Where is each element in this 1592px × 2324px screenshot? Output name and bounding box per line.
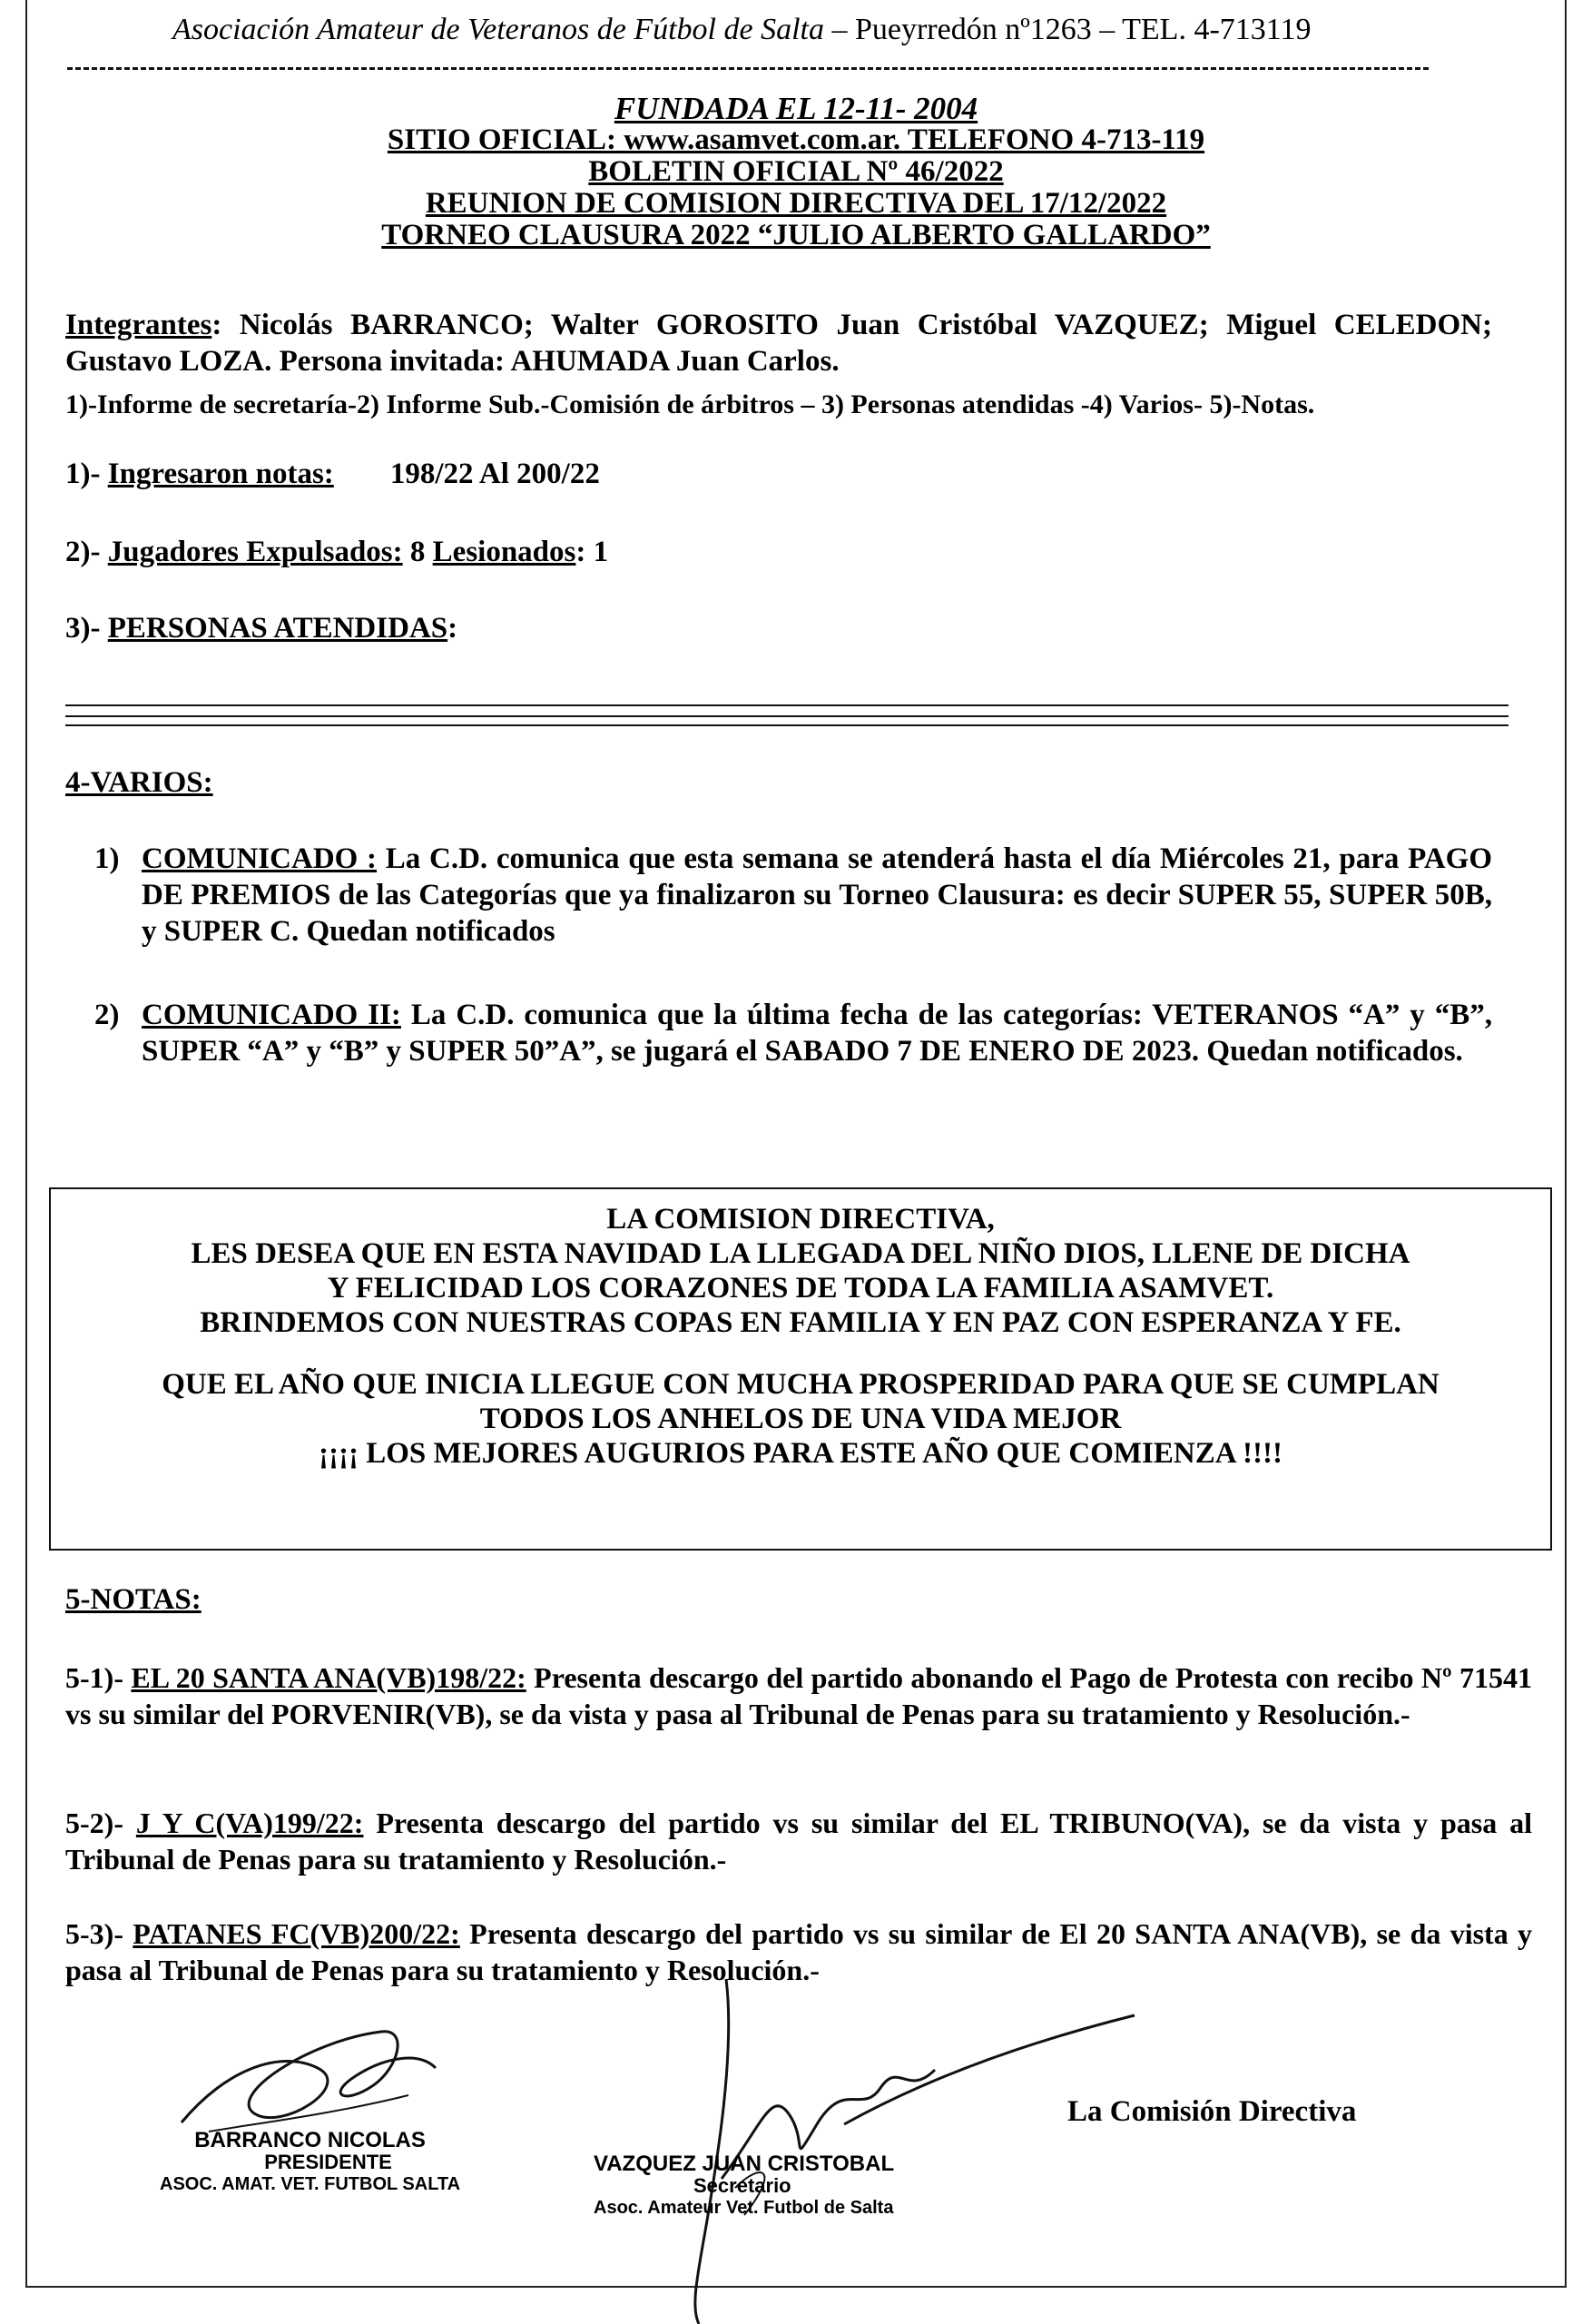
title-block [0, 93, 1592, 251]
tournament-name: TORNEO CLAUSURA 2022 “JULIO ALBERTO GALLARDO” [381, 219, 1211, 251]
association-address: – Pueyrredón nº1263 – TEL. 4-713119 [823, 13, 1312, 46]
greeting-line-4: BRINDEMOS CON NUESTRAS COPAS EN FAMILIA Y EN PAZ CON ESPERANZA Y FE. [200, 1306, 1401, 1339]
agenda: 1)-Informe de secretaría-2) Informe Sub.-Comisión de árbitros – 3) Personas atendidas -4) Varios- 5)-Notas. [65, 389, 1315, 419]
section-1-label: Ingresaron notas: [107, 458, 334, 490]
secretary-signature [635, 1943, 1144, 2324]
varios-item-1-label: COMUNICADO : [142, 842, 378, 875]
blank-line-2 [65, 715, 1508, 717]
expelled-label: Jugadores Expulsados: [107, 536, 403, 568]
varios-item-2-text: La C.D. comunica que la última fecha de las categorías: VETERANOS “A” y “B”, SUPER “A” y “B” y SUPER 50”A”, se jugará el SABADO 7 DE ENERO DE 2023. Quedan notificados. [142, 999, 1492, 1068]
note-5-1-text: Presenta descargo del partido abonando el Pago de Protesta con recibo Nº 71541 vs su similar del PORVENIR(VB), se da vista y pasa al Tribunal de Penas para su tratamiento y Resolución.- [65, 1661, 1533, 1730]
note-5-2 [65, 1805, 1532, 1877]
varios-item-1-number: 1) [94, 842, 120, 875]
founded-date: FUNDADA EL 12-11- 2004 [614, 91, 978, 126]
secretary-org: Asoc. Amateur Vet. Futbol de Salta [594, 2198, 894, 2218]
secretary-name: VAZQUEZ JUAN CRISTOBAL [594, 2152, 895, 2176]
greeting-line-7: ¡¡¡¡ LOS MEJORES AUGURIOS PARA ESTE AÑO QUE COMIENZA !!!! [319, 1437, 1282, 1470]
secretary-role: Secretario [693, 2174, 791, 2197]
greeting-line-6: TODOS LOS ANHELOS DE UNA VIDA MEJOR [479, 1403, 1122, 1435]
president-org: ASOC. AMAT. VET. FUTBOL SALTA [160, 2174, 461, 2194]
note-5-3-label: PATANES FC(VB)200/22: [133, 1917, 460, 1950]
note-5-1 [65, 1659, 1532, 1732]
members-text: : Nicolás BARRANCO; Walter GOROSITO Juan Cristóbal VAZQUEZ; Miguel CELEDON; Gustavo LOZA. Persona invitada: AHUMADA Juan Carlos. [65, 309, 1492, 378]
greeting-line-5: QUE EL AÑO QUE INICIA LLEGUE CON MUCHA PROSPERIDAD PARA QUE SE CUMPLAN [162, 1368, 1440, 1401]
injured-count: : 1 [575, 536, 609, 568]
bulletin-number: BOLETIN OFICIAL Nº 46/2022 [588, 155, 1004, 188]
note-5-3-number: 5-3)- [65, 1917, 133, 1950]
notes-range: 198/22 Al 200/22 [389, 458, 600, 490]
section-1 [65, 456, 600, 492]
note-5-2-text: Presenta descargo del partido vs su similar del EL TRIBUNO(VA), se da vista y pasa al Tribunal de Penas para su tratamiento y Resolución.- [65, 1807, 1533, 1876]
closing-signature: La Comisión Directiva [1067, 2095, 1357, 2128]
association-name: Asociación Amateur de Veteranos de Fútbol de Salta [172, 13, 824, 46]
president-role: PRESIDENTE [264, 2151, 392, 2173]
greeting-line-1: LA COMISION DIRECTIVA, [606, 1203, 995, 1236]
greeting-box [49, 1187, 1552, 1551]
greeting-line-3: Y FELICIDAD LOS CORAZONES DE TODA LA FAMILIA ASAMVET. [327, 1272, 1274, 1305]
varios-item-2 [94, 997, 1492, 1069]
official-site: SITIO OFICIAL: www.asamvet.com.ar. TELEFONO 4-713-119 [387, 123, 1205, 156]
members-label: Integrantes [65, 309, 212, 341]
varios-item-1-text: La C.D. comunica que esta semana se atenderá hasta el día Miércoles 21, para PAGO DE PREMIOS de las Categorías que ya finalizaron su Torneo Clausura: es decir SUPER 55, SUPER 50B, y SUPER C. Quedan notificados [142, 842, 1492, 948]
members-paragraph [65, 307, 1492, 379]
expelled-count: 8 [402, 536, 433, 568]
note-5-3-text: Presenta descargo del partido vs su similar de El 20 SANTA ANA(VB), se da vista y pasa al Tribunal de Penas para su tratamiento y Resolución.- [65, 1917, 1533, 1986]
president-name: BARRANCO NICOLAS [194, 2128, 426, 2152]
section-3-number: 3)- [65, 612, 108, 645]
blank-line-3 [65, 724, 1508, 726]
secretary-stamp [594, 2153, 894, 2219]
note-5-1-number: 5-1)- [65, 1661, 132, 1694]
section-4-title: 4-VARIOS: [65, 766, 213, 799]
section-2 [65, 534, 608, 570]
section-2-number: 2)- [65, 536, 108, 568]
varios-item-2-label: COMUNICADO II: [142, 999, 401, 1031]
section-5-title: 5-NOTAS: [65, 1583, 201, 1616]
president-stamp [160, 2130, 460, 2195]
varios-item-1 [94, 841, 1492, 950]
section-3-label: PERSONAS ATENDIDAS [107, 612, 448, 645]
injured-label: Lesionados [432, 536, 576, 568]
note-5-1-label: EL 20 SANTA ANA(VB)198/22: [131, 1661, 526, 1694]
section-3 [65, 610, 457, 646]
meeting-date: REUNION DE COMISION DIRECTIVA DEL 17/12/2022 [425, 187, 1167, 220]
section-3-colon: : [447, 612, 458, 645]
note-5-2-label: J Y C(VA)199/22: [135, 1807, 364, 1839]
greeting-line-2: LES DESEA QUE EN ESTA NAVIDAD LA LLEGADA DEL NIÑO DIOS, LLENE DE DICHA [191, 1237, 1410, 1270]
section-1-number: 1)- [65, 458, 108, 490]
letterhead [172, 13, 1312, 47]
blank-line-1 [65, 704, 1508, 706]
header-divider [67, 67, 1429, 70]
note-5-2-number: 5-2)- [65, 1807, 136, 1839]
varios-item-2-number: 2) [94, 999, 120, 1031]
